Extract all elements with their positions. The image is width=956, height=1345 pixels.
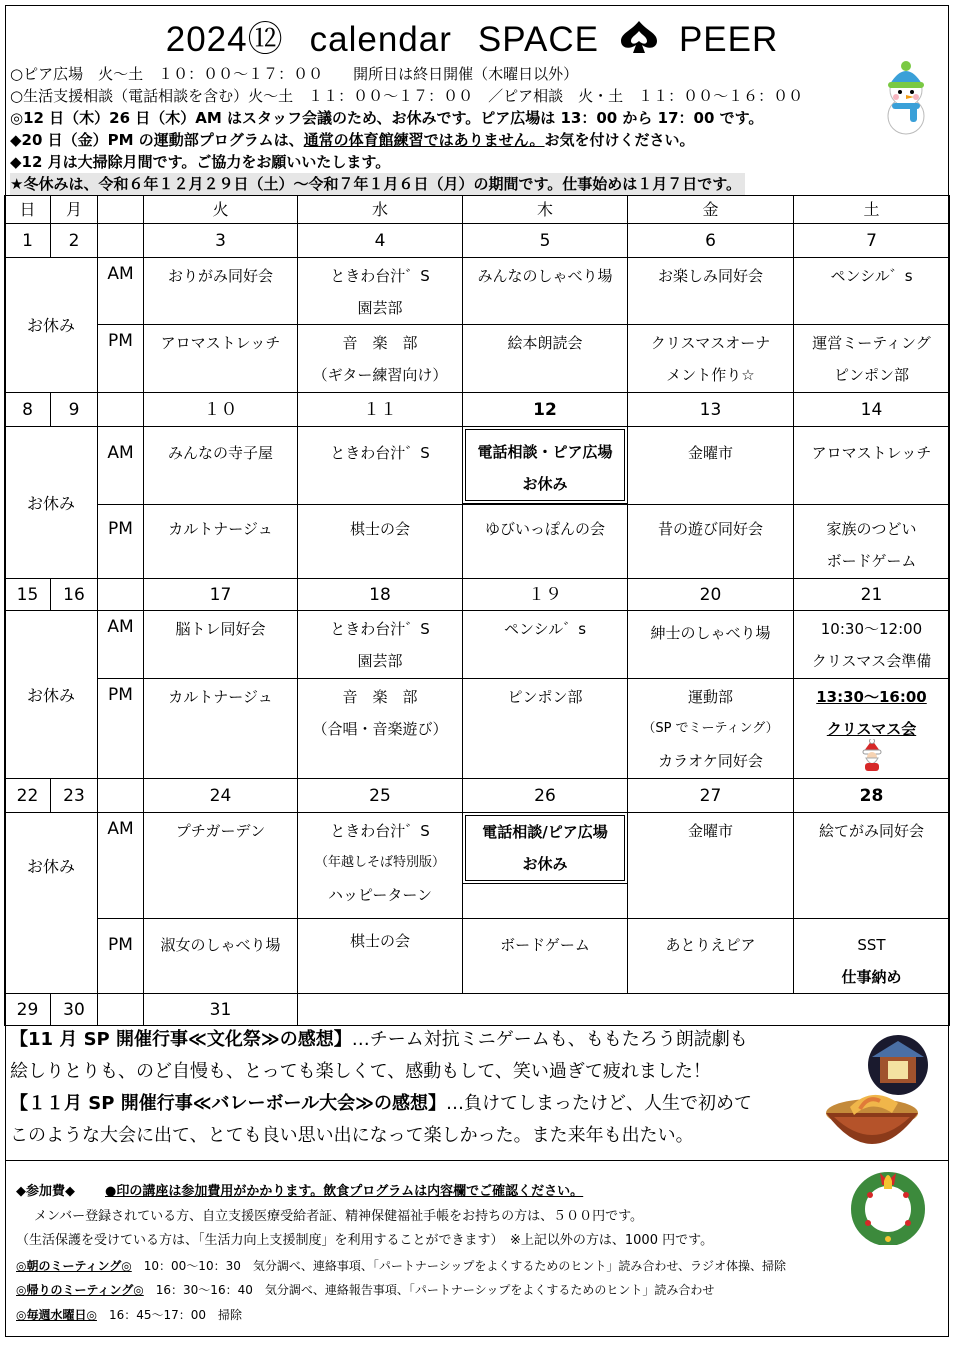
am-row — [5, 611, 950, 679]
weekday-spacer — [98, 196, 144, 224]
pm-row — [5, 505, 950, 579]
fee-notice: ●印の講座は参加費用がかかります。飲食プログラムは内容欄でご確認ください。 — [105, 1184, 584, 1199]
title-calendar: calendar — [309, 20, 452, 59]
title-year: 2024 — [165, 20, 248, 59]
date-cell: 31 — [144, 994, 298, 1026]
event-cell: プチガーデン — [144, 813, 298, 919]
report-2-text-2: このような大会に出て、とても良い思い出になって楽しかった。また来年も出たい。 — [10, 1125, 694, 1146]
date-cell: 3 — [144, 224, 298, 258]
date-cell: 27 — [628, 779, 794, 813]
event-cell: 家族のつどい ボードゲーム — [794, 505, 950, 579]
date-cell: 7 — [794, 224, 950, 258]
event-cell: 紳士のしゃべり場 — [628, 611, 794, 679]
am-label: AM — [98, 427, 144, 505]
date-cell: 30 — [51, 994, 98, 1026]
am-label: AM — [98, 611, 144, 679]
am-label: AM — [98, 258, 144, 325]
event-cell: アロマストレッチ — [794, 427, 950, 505]
date-cell: 16 — [51, 579, 98, 611]
spade-logo-icon — [619, 19, 659, 64]
weekday-sat: 土 — [794, 196, 950, 224]
toshikoshi-soba-icon — [820, 1035, 940, 1157]
date-cell-spacer — [98, 994, 144, 1026]
closed-label: お休み — [5, 611, 98, 779]
report-1-text-2: 絵しりとりも、のど自慢も、とっても楽しくて、感動もして、笑い過ぎて疲れました！ — [10, 1061, 711, 1082]
weekday-thu: 木 — [463, 196, 628, 224]
note-staff-meeting: ◎12 日（木）26 日（木）AM はスタッフ会議のため、お休みです。ピア広場は 13：00 から 17：00 です。 — [10, 109, 764, 127]
event-cell: ゆびいっぽんの会 — [463, 505, 628, 579]
title-month: ⑫ — [247, 20, 284, 59]
date-cell: 28 — [794, 779, 950, 813]
date-cell: 17 — [144, 579, 298, 611]
date-cell-spacer — [98, 579, 144, 611]
date-cell: 21 — [794, 579, 950, 611]
note-open-hours: ○ピア広場 火～土 １０：００～１７：００ 開所日は終日開催（木曜日以外） — [10, 65, 579, 83]
snowman-icon — [870, 60, 942, 140]
date-cell: 25 — [298, 779, 463, 813]
am-label: AM — [98, 813, 144, 919]
note-sports: ◆20 日（金）PM の運動部プログラムは、通常の体育館練習ではありません。お気を付けください。 — [10, 131, 695, 149]
weekday-tue: 火 — [144, 196, 298, 224]
date-row-last — [5, 994, 950, 1026]
event-cell: 棋士の会 — [298, 919, 463, 994]
event-cell: アロマストレッチ — [144, 325, 298, 393]
closed-event-box: 電話相談/ピア広場 お休み — [463, 813, 628, 919]
event-cell: 運動部 （SP でミーティング） カラオケ同好会 — [628, 679, 794, 779]
pm-label: PM — [98, 505, 144, 579]
date-cell: 2 — [51, 224, 98, 258]
pm-label: PM — [98, 919, 144, 994]
brand-space: SPACE — [477, 20, 599, 59]
event-cell: カルトナージュ — [144, 505, 298, 579]
report-1-heading: 【11 月 SP 開催行事≪文化祭≫の感想】 — [10, 1029, 352, 1050]
date-cell: １０ — [144, 393, 298, 427]
weekday-mon: 月 — [51, 196, 98, 224]
wednesday-label: ◎毎週水曜日◎ — [16, 1307, 97, 1322]
pm-label: PM — [98, 325, 144, 393]
closed-label: お休み — [5, 813, 98, 994]
note-cleaning: ◆12 月は大掃除月間です。ご協力をお願いいたします。 — [10, 153, 391, 171]
page-title — [0, 12, 944, 64]
pm-label: PM — [98, 679, 144, 779]
event-cell: 脳トレ同好会 — [144, 611, 298, 679]
event-cell: ときわ台汁゛S （年越しそば特別版） ハッピーターン — [298, 813, 463, 919]
closed-label: お休み — [5, 258, 98, 393]
date-cell: １９ — [463, 579, 628, 611]
event-cell: みんなのしゃべり場 — [463, 258, 628, 325]
christmas-wreath-icon — [848, 1165, 928, 1249]
section-divider — [5, 1160, 949, 1161]
date-cell: 5 — [463, 224, 628, 258]
event-cell: 音 楽 部 （ギター練習向け） — [298, 325, 463, 393]
calendar-table — [4, 195, 950, 1026]
date-cell: 22 — [5, 779, 51, 813]
morning-meeting-text: 10：00～10：30 気分調べ、連絡事項、「パートナーシップをよくするためのヒント」読み合わせ、ラジオ体操、掃除 — [143, 1258, 787, 1273]
event-cell: あとりえピア — [628, 919, 794, 994]
event-cell: 運営ミーティング ピンポン部 — [794, 325, 950, 393]
pm-row — [5, 919, 950, 994]
date-cell: 13 — [628, 393, 794, 427]
event-cell: おりがみ同好会 — [144, 258, 298, 325]
am-row — [5, 258, 950, 325]
report-2-text: …負けてしまったけど、人生で初めて — [446, 1093, 753, 1114]
pm-row — [5, 679, 950, 779]
note-consult-hours: ○生活支援相談（電話相談を含む）火～土 １１：００～１７：００ ／ピア相談 火・土 １１：００～１６：００ — [10, 87, 804, 105]
fee-line-other: （生活保護を受けている方は、「生活力向上支援制度」を利用することができます） ※上記以外の方は、1000 円です。 — [16, 1233, 714, 1248]
weekday-fri: 金 — [628, 196, 794, 224]
date-cell: 26 — [463, 779, 628, 813]
event-cell: ときわ台汁゛S 園芸部 — [298, 258, 463, 325]
note-winter-break: ★冬休みは、令和６年１２月２９日（土）～令和７年１月６日（月）の期間です。仕事始めは１月７日です。 — [10, 173, 745, 195]
event-cell: 絵本朗読会 — [463, 325, 628, 393]
date-row — [5, 579, 950, 611]
event-cell: 棋士の会 — [298, 505, 463, 579]
date-cell: １１ — [298, 393, 463, 427]
event-cell: 淑女のしゃべり場 — [144, 919, 298, 994]
event-cell: ときわ台汁゛S — [298, 427, 463, 505]
event-cell: みんなの寺子屋 — [144, 427, 298, 505]
event-cell: 音 楽 部 （合唱・音楽遊び） — [298, 679, 463, 779]
christmas-event-cell: 13:30～16:00 クリスマス会 — [794, 679, 950, 779]
brand-peer: PEER — [678, 20, 779, 59]
santa-icon — [796, 739, 947, 771]
closed-label: お休み — [5, 427, 98, 579]
weekday-header-row — [5, 196, 950, 224]
date-cell: 8 — [5, 393, 51, 427]
event-cell: ペンシル゛s — [794, 258, 950, 325]
event-cell: SST 仕事納め — [794, 919, 950, 994]
date-cell: 9 — [51, 393, 98, 427]
wednesday-text: 16：45～17：00 掃除 — [108, 1307, 243, 1322]
date-cell: 29 — [5, 994, 51, 1026]
event-cell: ペンシル゛s — [463, 611, 628, 679]
weekday-sun: 日 — [5, 196, 51, 224]
date-cell-spacer — [98, 779, 144, 813]
event-cell: 10:30～12:00 クリスマス会準備 — [794, 611, 950, 679]
event-cell: 昔の遊び同好会 — [628, 505, 794, 579]
date-cell: 12 — [463, 393, 628, 427]
weekday-wed: 水 — [298, 196, 463, 224]
evening-meeting-text: 16：30～16：40 気分調べ、連絡報告事項、「パートナーシップをよくするためのヒント」読み合わせ — [155, 1283, 715, 1297]
date-cell: 4 — [298, 224, 463, 258]
date-row — [5, 779, 950, 813]
date-cell: 23 — [51, 779, 98, 813]
date-cell-spacer — [98, 393, 144, 427]
event-reports — [10, 1024, 800, 1152]
date-row — [5, 224, 950, 258]
event-cell: 金曜市 — [628, 813, 794, 919]
event-cell: ピンポン部 — [463, 679, 628, 779]
fee-line-member: メンバー登録されている方、自立支援医療受給者証、精神保健福祉手帳をお持ちの方は、５００円です。 — [34, 1208, 644, 1224]
date-cell: 14 — [794, 393, 950, 427]
event-cell: 金曜市 — [628, 427, 794, 505]
date-cell-spacer — [98, 224, 144, 258]
am-row — [5, 813, 950, 919]
am-row — [5, 427, 950, 505]
event-cell: 絵てがみ同好会 — [794, 813, 950, 919]
date-cell: 1 — [5, 224, 51, 258]
date-cell: 20 — [628, 579, 794, 611]
date-cell: 15 — [5, 579, 51, 611]
date-cell-empty — [298, 994, 950, 1026]
fee-info — [16, 1180, 916, 1327]
report-2-heading: 【１１月 SP 開催行事≪バレーボール大会≫の感想】 — [10, 1093, 447, 1114]
event-cell: カルトナージュ — [144, 679, 298, 779]
fee-title: ◆参加費◆ — [16, 1184, 75, 1199]
event-cell: ときわ台汁゛S 園芸部 — [298, 611, 463, 679]
event-cell: クリスマスオーナ メント作り☆ — [628, 325, 794, 393]
date-cell: 6 — [628, 224, 794, 258]
event-cell: お楽しみ同好会 — [628, 258, 794, 325]
closed-event-box: 電話相談・ピア広場 お休み — [463, 427, 628, 505]
date-cell: 24 — [144, 779, 298, 813]
event-cell: ボードゲーム — [463, 919, 628, 994]
date-cell: 18 — [298, 579, 463, 611]
pm-row — [5, 325, 950, 393]
date-row — [5, 393, 950, 427]
morning-meeting-label: ◎朝のミーティング◎ — [16, 1258, 132, 1273]
evening-meeting-label: ◎帰りのミーティング◎ — [16, 1283, 144, 1297]
report-1-text: …チーム対抗ミニゲームも、ももたろう朗読劇も — [351, 1029, 748, 1050]
notice-block — [10, 63, 940, 195]
